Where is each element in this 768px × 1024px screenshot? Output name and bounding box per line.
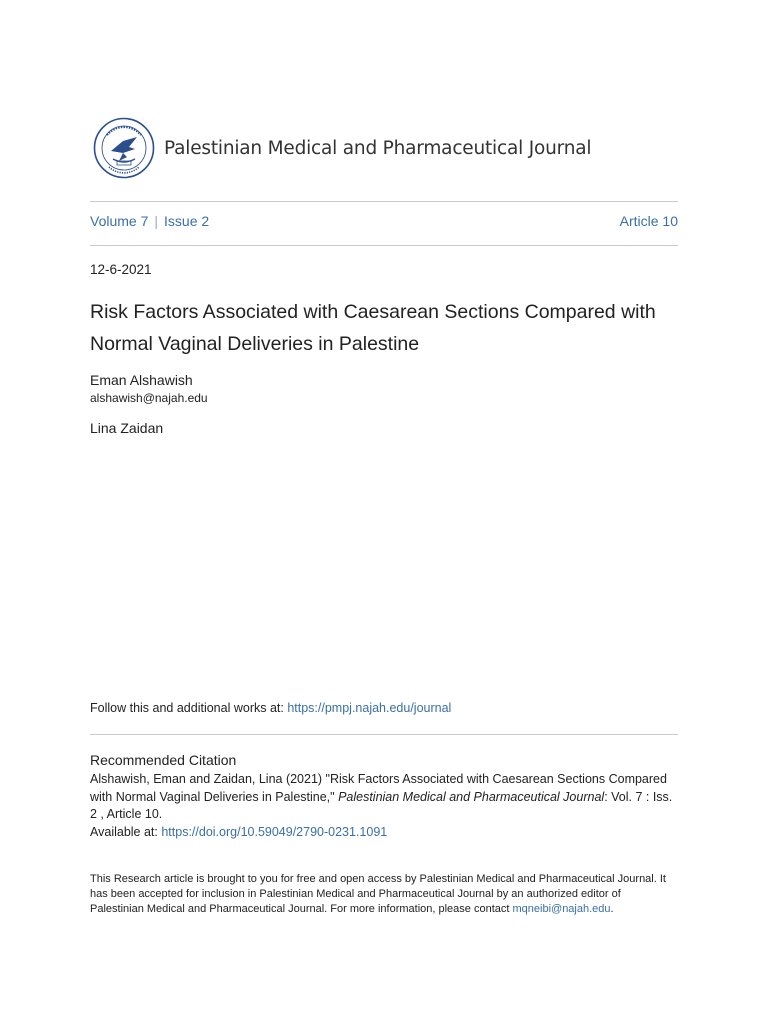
issue-link[interactable]: Issue 2 [164, 213, 210, 229]
university-seal-icon [93, 117, 155, 179]
citation-start: Alshawish, Eman and Zaidan, Lina (2021) "Risk Factors Associated with Caesarean Sections Compared with Normal Vaginal Deliveries in Palestine," [90, 772, 667, 804]
follow-line [90, 701, 451, 715]
author-name: Lina Zaidan [90, 420, 164, 436]
available-label: Available at: [90, 824, 162, 839]
issue-separator: | [154, 213, 159, 229]
open-access-notice [90, 872, 670, 917]
citation-text [90, 771, 680, 841]
issue-navigation [90, 213, 678, 229]
author-name: Eman Alshawish [90, 372, 193, 388]
top-divider [90, 201, 678, 202]
article-title [90, 296, 690, 360]
volume-link[interactable]: Volume 7 [90, 213, 149, 229]
publication-date: 12-6-2021 [90, 262, 152, 277]
follow-text: Follow this and additional works at: [90, 701, 288, 715]
citation-divider [90, 734, 678, 735]
issue-divider [90, 245, 678, 246]
journal-url-link[interactable]: https://pmpj.najah.edu/journal [287, 701, 452, 715]
citation-journal: Palestinian Medical and Pharmaceutical Journal [338, 789, 605, 804]
access-end: . [610, 903, 614, 915]
journal-header [93, 116, 591, 180]
contact-email-link[interactable]: mqneibi@najah.edu [512, 903, 611, 915]
citation-end: : Vol. 7 : Iss. 2 , Article 10. [90, 789, 673, 821]
article-link[interactable]: Article 10 [619, 213, 678, 229]
article-title-line-1: Risk Factors Associated with Caesarean Sections Compared with [90, 301, 656, 323]
doi-link[interactable]: https://doi.org/10.59049/2790-0231.1091 [161, 824, 388, 839]
citation-heading: Recommended Citation [90, 752, 237, 768]
article-title-line-2: Normal Vaginal Deliveries in Palestine [90, 333, 420, 355]
journal-name: Palestinian Medical and Pharmaceutical Journal [164, 137, 592, 159]
access-text: This Research article is brought to you for free and open access by Palestinian Medical and Pharmaceutical Journal. It has been accepted for inclusion in Palestinian Medical and Pharmaceutical Journal by an authorized editor of Palestinian Medical and Pharmaceutical Journal. For more information, please contact [90, 873, 666, 915]
author-email: alshawish@najah.edu [90, 391, 208, 405]
